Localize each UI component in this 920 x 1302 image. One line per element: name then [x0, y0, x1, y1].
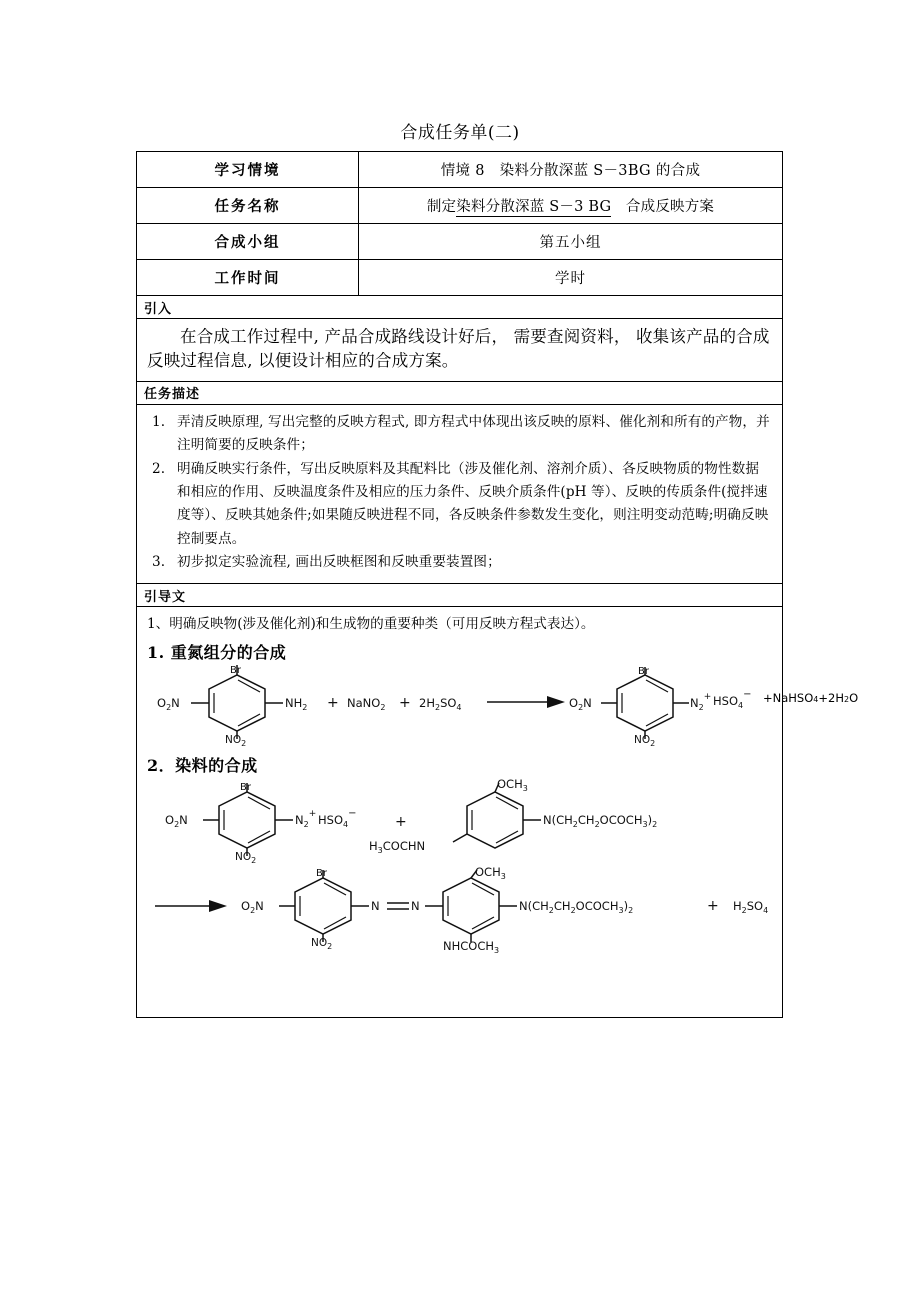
row-value-task-name: [359, 188, 783, 224]
table-row: [137, 607, 783, 1018]
row-label-task-name: 任务名称: [137, 188, 359, 224]
intro-paragraph: 在合成工作过程中, 产品合成路线设计好后， 需要查阅资料， 收集该产品的合成反映过程信息, 以便设计相应的合成方案。: [147, 327, 770, 370]
row-label-work-time: 工作时间: [137, 260, 359, 296]
label-h2so4-byproduct: $H_2SO_4$: [733, 899, 769, 916]
reaction-arrow-2: [155, 900, 227, 912]
task-name-underlined: 染料分散深蓝 S－3 BG: [456, 199, 612, 215]
row-label-group: 合成小组: [137, 224, 359, 260]
label-amine-diester-2: $N(CH_2CH_2OCOCH_3)_2$: [519, 899, 634, 916]
equation-dye-synthesis-line1: [147, 778, 772, 866]
label-br-3: Br: [240, 782, 251, 794]
table-row: [137, 260, 783, 296]
label-nano2: NaNO$_2$: [347, 696, 386, 713]
row-value-learning-context: 情境 8 染料分散深蓝 S－3BG 的合成: [359, 152, 783, 188]
label-n2-plus: $N_2^+$: [690, 692, 712, 713]
plus-sign-3: +: [395, 814, 407, 831]
label-no2-1: $NO_2$: [225, 734, 247, 749]
subheading-dye-synthesis: 2．染料的合成: [147, 756, 258, 776]
table-row: [137, 584, 783, 607]
label-2h2so4: $2H_2SO_4$: [419, 696, 462, 713]
label-amine-diester-1: $N(CH_2CH_2OCOCH_3)_2$: [543, 813, 658, 830]
label-hso4-2: $HSO_4-$: [318, 808, 357, 830]
label-azo-n1: N: [371, 899, 380, 914]
label-no2-3: $NO_2$: [235, 851, 257, 866]
label-o2n-1: $O_2N$: [157, 696, 180, 713]
row-label-learning-context: 学习情境: [137, 152, 359, 188]
label-azo-n2: N: [411, 899, 420, 914]
task-name-suffix: 合成反映方案: [611, 199, 715, 215]
plus-sign-1: +: [327, 695, 339, 712]
label-o2n-4: $O_2N$: [241, 899, 264, 916]
table-row: [137, 404, 783, 584]
label-no2-4: $NO_2$: [311, 937, 333, 952]
equation-2a-svg: [147, 778, 787, 866]
section-heading-intro: 引入: [137, 296, 783, 319]
row-value-group: 第五小组: [359, 224, 783, 260]
equation-1-tail: +NaHSO4+2H2O: [763, 691, 859, 706]
task-list: [147, 411, 772, 575]
reaction-arrow-1: [487, 696, 565, 708]
subheading-diazo-synthesis: 1. 重氮组分的合成: [147, 643, 287, 663]
list-item: 弄清反映原理, 写出完整的反映方程式, 即方程式中体现出该反映的原料、催化剂和所有的产物，并注明简要的反映条件；: [177, 413, 770, 454]
plus-sign-4: +: [707, 898, 719, 915]
table-row: [137, 152, 783, 188]
list-item: 初步拟定实验流程, 画出反映框图和反映重要装置图；: [177, 554, 501, 571]
row-value-work-time: 学时: [359, 260, 783, 296]
label-hso4: $HSO_4-$: [713, 689, 752, 711]
page-title: 合成任务单(二): [400, 123, 520, 143]
table-row: [137, 188, 783, 224]
equation-1-svg: [147, 665, 767, 749]
label-nh2: $NH_2$: [285, 696, 308, 713]
section-body-task-description: [137, 404, 783, 584]
label-br-2: Br: [638, 666, 649, 678]
guide-line-1: 1、明确反映物(涉及催化剂)和生成物的重要种类（可用反映方程式表达）。: [147, 616, 595, 633]
synthesis-task-table: [136, 151, 859, 1018]
label-o2n-2: $O_2N$: [569, 696, 592, 713]
label-no2-2: $NO_2$: [634, 734, 656, 749]
table-row: [137, 296, 783, 319]
label-h3cochn: $H_3COCHN$: [369, 839, 426, 856]
table-row: [137, 319, 783, 382]
label-br-4: Br: [316, 868, 327, 880]
label-nhcoch3: $NHCOCH_3$: [443, 939, 500, 956]
list-item: 明确反映实行条件，写出反映原料及其配料比（涉及催化剂、溶剂介质）、各反映物质的物性数据和相应的作用、反映温度条件及相应的压力条件、反映介质条件(pH 等）、反映的传质条件(搅拌速度等）、反映其她条件;如果随反映进程不同，各反映条件参数发生变化，则注明变动范畴;明确反映控制要点。: [177, 460, 769, 547]
label-n2-plus-2: $N_2^+$: [295, 809, 317, 830]
task-name-prefix: 制定: [426, 199, 457, 215]
label-br-1: Br: [230, 665, 241, 677]
label-o2n-3: $O_2N$: [165, 813, 188, 830]
section-heading-guide: 引导文: [137, 584, 783, 607]
table-row: [137, 224, 783, 260]
table-row: [137, 381, 783, 404]
label-och3-1: $OCH_3$: [497, 777, 528, 794]
section-heading-task-description: 任务描述: [137, 381, 783, 404]
equation-dye-synthesis-line2: [147, 865, 772, 956]
label-och3-2: $OCH_3$: [475, 865, 506, 882]
equation-diazo-synthesis: [147, 665, 859, 749]
equation-2b-svg: [147, 865, 797, 956]
section-body-guide: [137, 607, 859, 1018]
section-body-intro: [137, 319, 783, 382]
plus-sign-2: +: [399, 695, 411, 712]
